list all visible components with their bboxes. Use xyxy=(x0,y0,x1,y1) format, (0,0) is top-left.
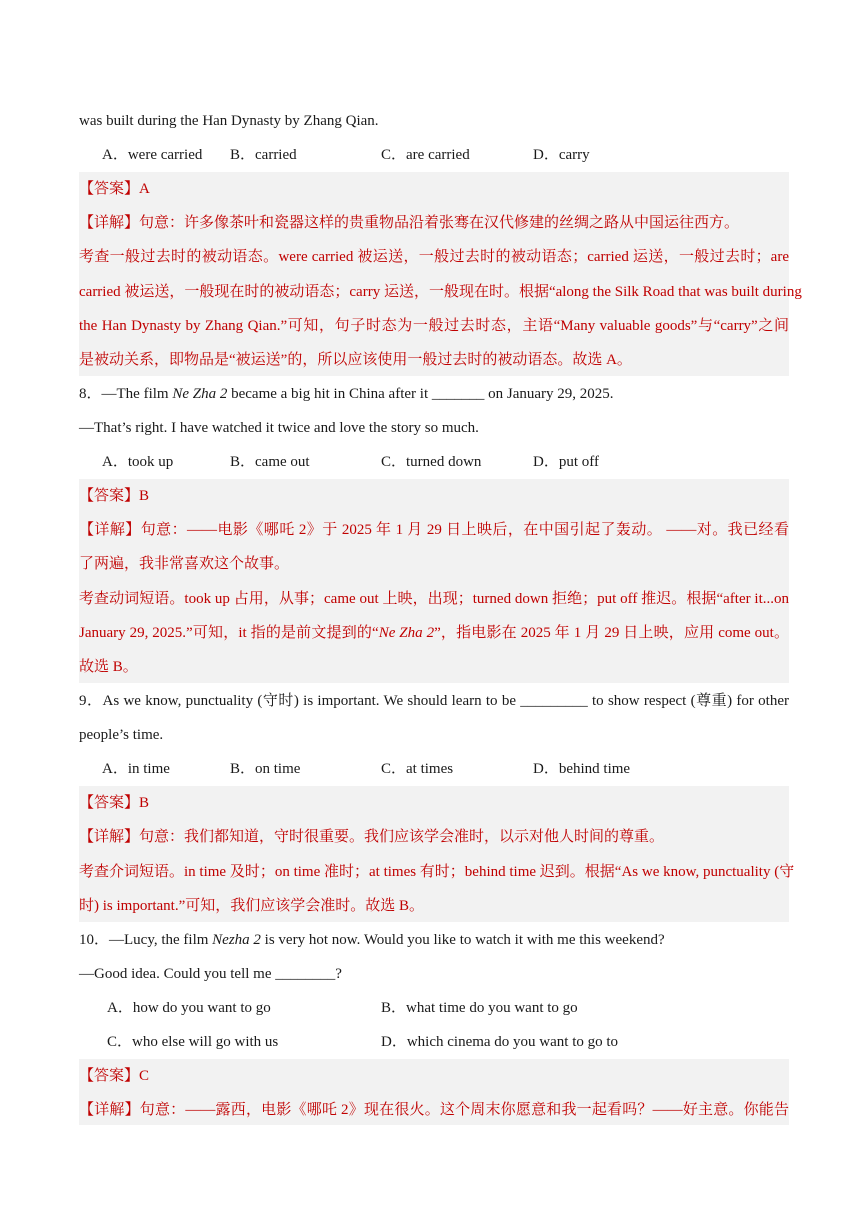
q9-stem-line-1: 9．As we know, punctuality (守时) is important. We should learn to be _________ to show respect (尊重) for other xyxy=(79,693,789,709)
q9-option-d: D．behind time xyxy=(533,761,631,777)
q7-answer-box xyxy=(79,172,802,376)
q7-detail-line-1: 【详解】句意：许多像茶叶和瓷器这样的贵重物品沿着张骞在汉代修建的丝绸之路从中国运往西方。 xyxy=(79,215,740,231)
q8-detail-text-a: January 29, 2025.”可知，it 指的是前文提到的“ xyxy=(79,625,379,641)
q8-stem-line-1 xyxy=(79,382,789,406)
q7-option-b: B．carried xyxy=(230,147,297,163)
q8-detail-line-1: 【详解】句意：——电影《哪吒 2》于 2025 年 1 月 29 日上映后，在中国引起了轰动。 ——对。我已经看 xyxy=(79,522,789,538)
q8-stem-text-a: 8．—The film xyxy=(79,386,173,402)
q9-stem-line-2: people’s time. xyxy=(79,727,164,743)
q8-detail-line-2: 了两遍，我非常喜欢这个故事。 xyxy=(79,556,290,572)
q8-detail-line-5: 故选 B。 xyxy=(79,659,138,675)
q8-detail-film-title: Ne Zha 2 xyxy=(378,625,435,641)
q8-detail-line-4 xyxy=(79,621,789,645)
q7-answer: 【答案】A xyxy=(79,181,150,197)
q10-answer: 【答案】C xyxy=(79,1068,150,1084)
q10-option-d: D．which cinema do you want to go to xyxy=(381,1034,619,1050)
q8-option-c: C．turned down xyxy=(381,454,482,470)
q10-stem-line-1 xyxy=(79,928,789,952)
q7-detail-line-5: 是被动关系，即物品是“被运送”的，所以应该使用一般过去时的被动语态。故选 A。 xyxy=(79,352,632,368)
q8-film-title: Ne Zha 2 xyxy=(172,386,228,402)
q8-option-b: B．came out xyxy=(230,454,310,470)
q10-option-c: C．who else will go with us xyxy=(107,1034,279,1050)
q7-option-a: A．were carried xyxy=(102,147,203,163)
q8-stem-line-2: —That’s right. I have watched it twice and love the story so much. xyxy=(79,420,479,436)
q7-option-c: C．are carried xyxy=(381,147,470,163)
q8-detail-text-b: ”，指电影在 2025 年 1 月 29 日上映，应用 come out。 xyxy=(434,625,789,641)
q9-option-b: B．on time xyxy=(230,761,301,777)
q8-stem-text-b: became a big hit in China after it _______ on January 29, 2025. xyxy=(227,386,614,402)
q10-stem-text-b: is very hot now. Would you like to watch it with me this weekend? xyxy=(260,932,665,948)
q9-answer: 【答案】B xyxy=(79,795,150,811)
q7-detail-line-4: the Han Dynasty by Zhang Qian.”可知，句子时态为一般过去时态，主语“Many valuable goods”与“carry”之间 xyxy=(79,318,789,334)
q10-option-b: B．what time do you want to go xyxy=(381,1000,578,1016)
q10-stem-text-a: 10．—Lucy, the film xyxy=(79,932,213,948)
q8-answer-box xyxy=(79,479,789,683)
q8-answer: 【答案】B xyxy=(79,488,150,504)
q8-detail-line-3: 考查动词短语。took up 占用，从事；came out 上映，出现；turned down 拒绝；put off 推迟。根据“after it...on xyxy=(79,591,789,607)
q9-detail-line-1: 【详解】句意：我们都知道，守时很重要。我们应该学会准时，以示对他人时间的尊重。 xyxy=(79,829,665,845)
q9-option-a: A．in time xyxy=(102,761,170,777)
q10-option-a: A．how do you want to go xyxy=(107,1000,271,1016)
q7-detail-line-2: 考查一般过去时的被动语态。were carried 被运送，一般过去时的被动语态；carried 运送，一般过去时；are xyxy=(79,249,789,265)
q8-option-a: A．took up xyxy=(102,454,174,470)
q10-detail-line-1: 【详解】句意：——露西，电影《哪吒 2》现在很火。这个周末你愿意和我一起看吗？——好主意。你能告 xyxy=(79,1102,789,1118)
q7-stem: was built during the Han Dynasty by Zhang Qian. xyxy=(79,113,379,129)
q10-film-title: Nezha 2 xyxy=(212,932,261,948)
q8-option-d: D．put off xyxy=(533,454,599,470)
q7-detail-line-3: carried 被运送，一般现在时的被动语态；carry 运送，一般现在时。根据“along the Silk Road that was built during xyxy=(79,284,802,300)
q7-option-d: D．carry xyxy=(533,147,590,163)
q9-detail-line-3: 时) is important.”可知，我们应该学会准时。故选 B。 xyxy=(79,898,424,914)
q9-detail-line-2: 考查介词短语。in time 及时；on time 准时；at times 有时；behind time 迟到。根据“As we know, punctuality (守 xyxy=(79,864,795,880)
q10-stem-line-2: —Good idea. Could you tell me ________? xyxy=(79,966,342,982)
q9-option-c: C．at times xyxy=(381,761,454,777)
